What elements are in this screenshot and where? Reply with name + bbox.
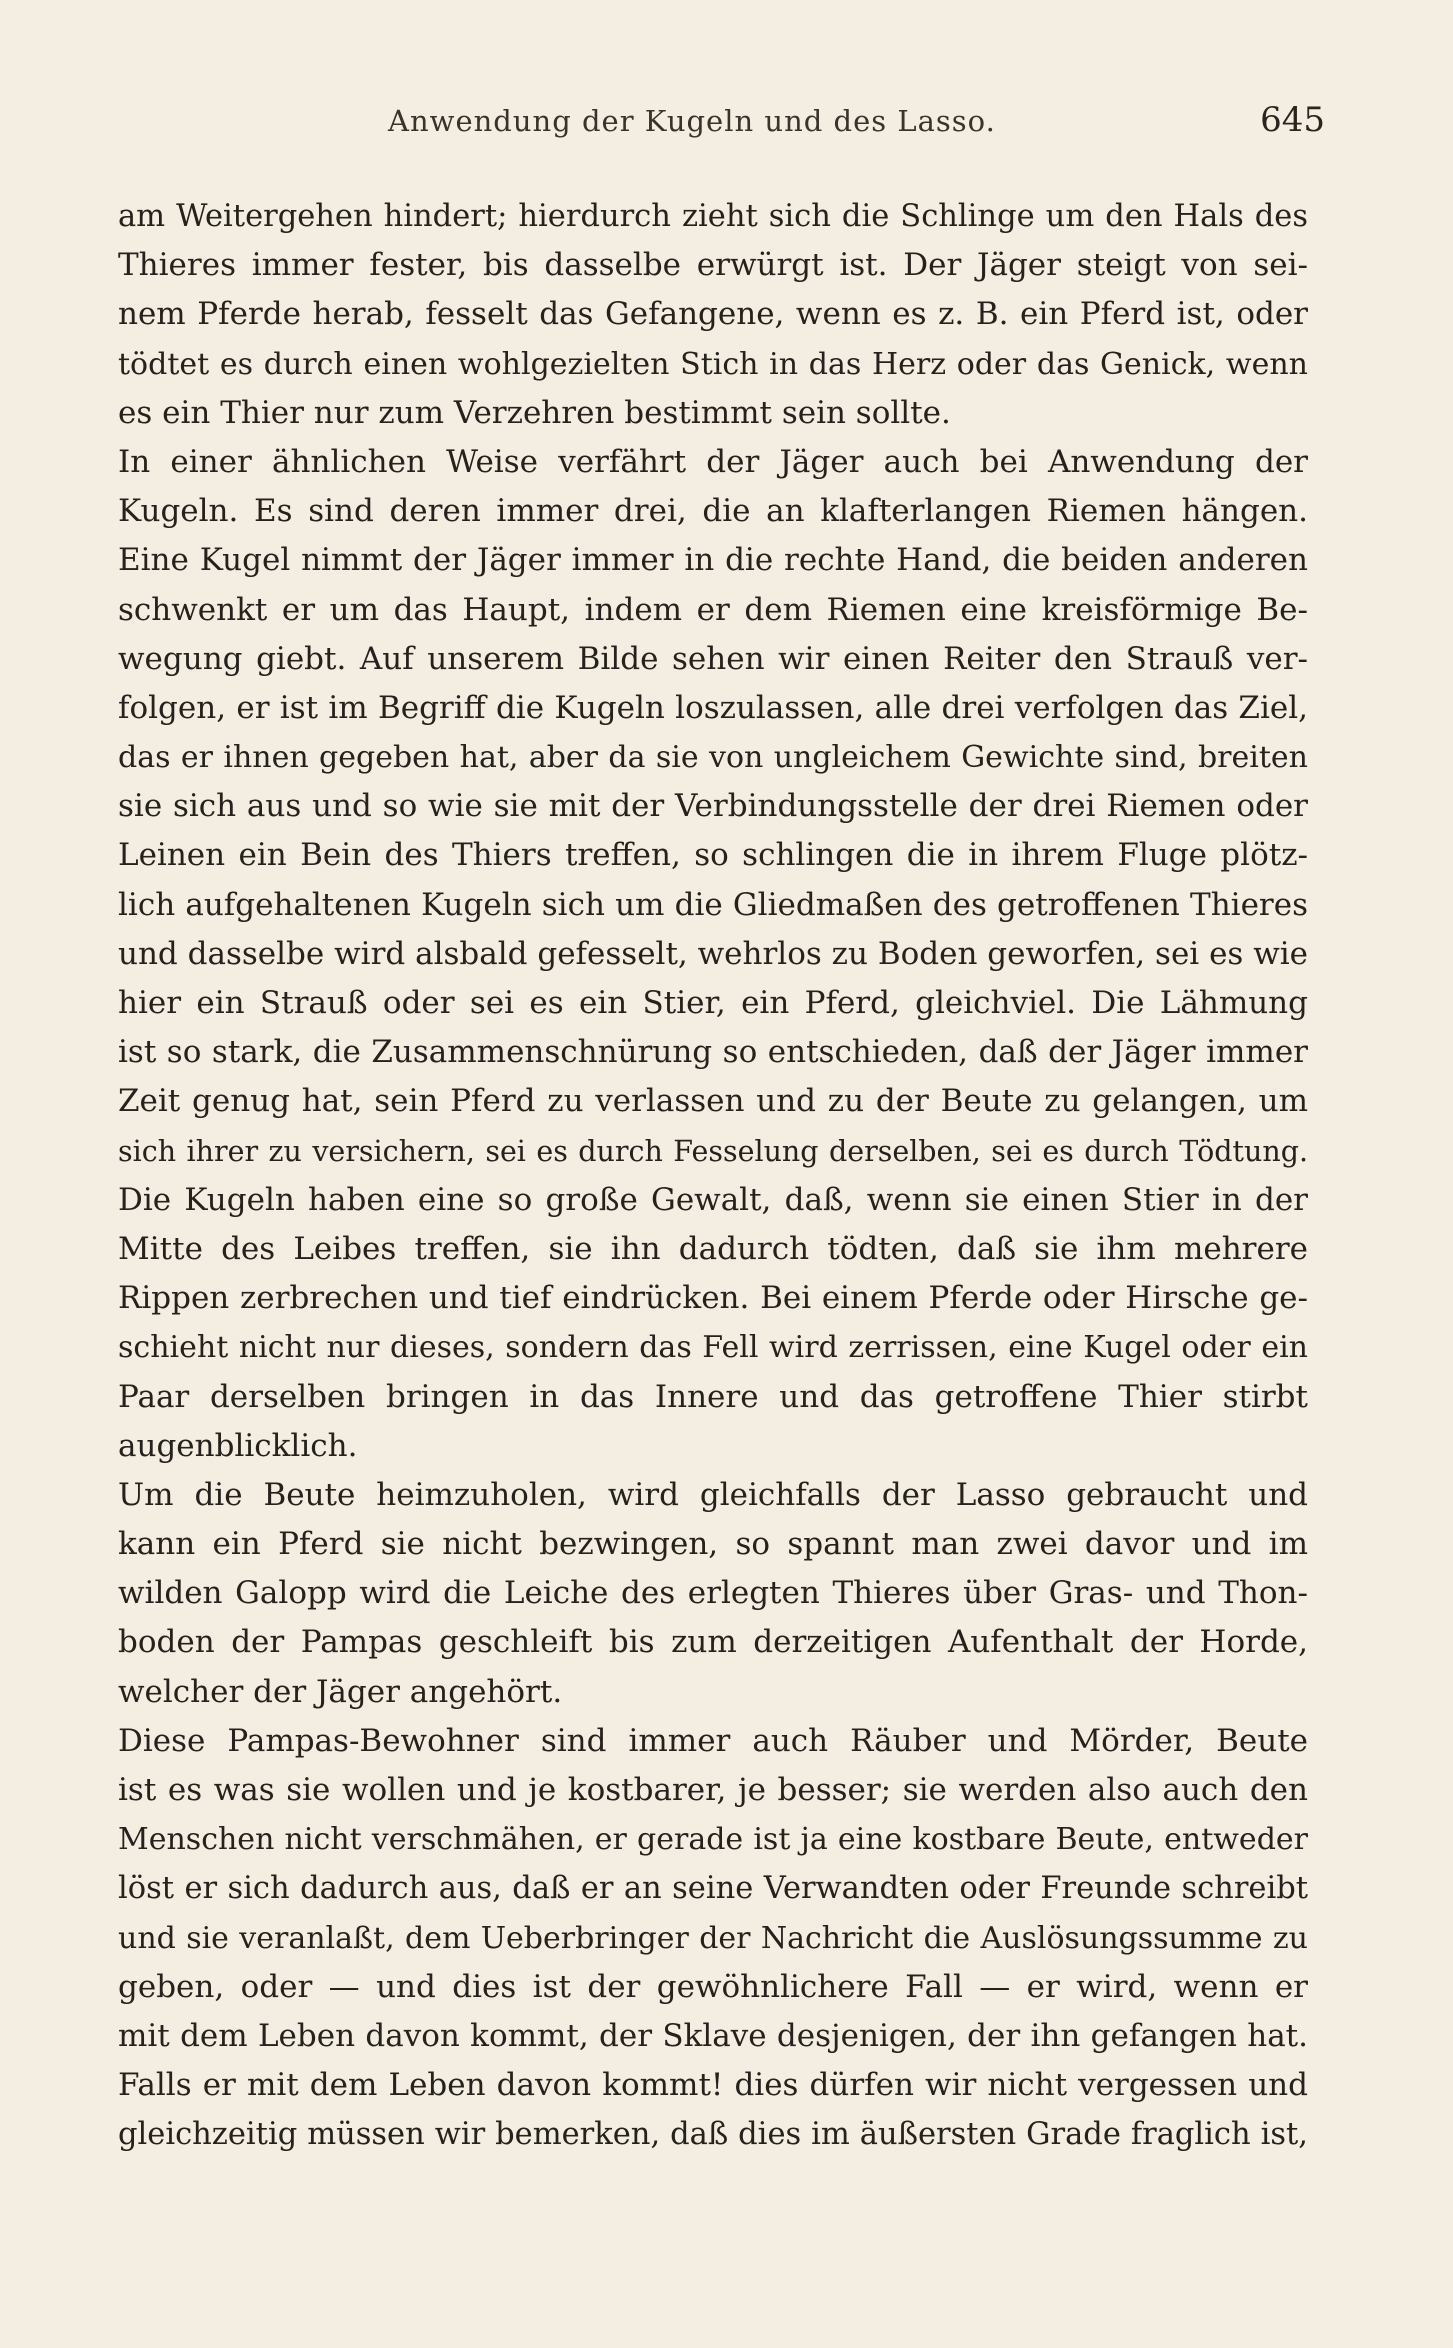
text-line: augenblicklich.	[118, 1427, 358, 1464]
text-line: Die Kugeln haben eine so große Gewalt, daß, wenn sie einen Stier in der	[118, 1181, 1308, 1218]
text-line: nem Pferde herab, fesselt das Gefangene, wenn es z. B. ein Pferd ist, oder	[118, 296, 1308, 333]
text-line: Falls er mit dem Leben davon kommt! dies dürfen wir nicht vergessen und	[118, 2067, 1308, 2104]
text-line: Rippen zerbrechen und tief eindrücken. Bei einem Pferde oder Hirsche ge-	[118, 1280, 1308, 1317]
text-body	[118, 192, 1308, 2160]
text-line: mit dem Leben davon kommt, der Sklave desjenigen, der ihn gefangen hat.	[118, 2017, 1308, 2054]
text-line: und sie veranlaßt, dem Ueberbringer der Nachricht die Auslösungssumme zu	[118, 1920, 1308, 1956]
text-line: folgen, er ist im Begriff die Kugeln loszulassen, alle drei verfolgen das Ziel,	[118, 689, 1308, 726]
text-line: das er ihnen gegeben hat, aber da sie von ungleichem Gewichte sind, breiten	[118, 740, 1308, 776]
text-line: und dasselbe wird alsbald gefesselt, wehrlos zu Boden geworfen, sei es wie	[118, 935, 1308, 972]
text-line: sie sich aus und so wie sie mit der Verbindungsstelle der drei Riemen oder	[118, 788, 1308, 825]
text-line: ist es was sie wollen und je kostbarer, je besser; sie werden also auch den	[118, 1772, 1308, 1808]
text-line: wilden Galopp wird die Leiche des erlegten Thieres über Gras- und Thon-	[118, 1575, 1308, 1612]
text-line: ist so stark, die Zusammenschnürung so entschieden, daß der Jäger immer	[118, 1034, 1308, 1071]
text-line: es ein Thier nur zum Verzehren bestimmt sein sollte.	[118, 394, 951, 431]
text-line: am Weitergehen hindert; hierdurch zieht sich die Schlinge um den Hals des	[118, 199, 1308, 234]
text-line: Kugeln. Es sind deren immer drei, die an klafterlangen Riemen hängen.	[118, 493, 1308, 530]
text-line: Mitte des Leibes treffen, sie ihn dadurch tödten, daß sie ihm mehrere	[118, 1230, 1308, 1267]
text-line: Paar derselben bringen in das Innere und das getroffene Thier stirbt	[118, 1378, 1308, 1415]
text-line: tödtet es durch einen wohlgezielten Stich in das Herz oder das Genick, wenn	[118, 346, 1308, 382]
text-line: Thieres immer fester, bis dasselbe erwürgt ist. Der Jäger steigt von sei-	[118, 247, 1308, 284]
text-line: kann ein Pferd sie nicht bezwingen, so spannt man zwei davor und im	[118, 1526, 1308, 1563]
running-title: Anwendung der Kugeln und des Lasso.	[388, 104, 996, 138]
text-line: Eine Kugel nimmt der Jäger immer in die rechte Hand, die beiden anderen	[118, 542, 1308, 579]
text-line: schieht nicht nur dieses, sondern das Fell wird zerrissen, eine Kugel oder ein	[118, 1330, 1308, 1366]
text-line: In einer ähnlichen Weise verfährt der Jäger auch bei Anwendung der	[118, 443, 1308, 480]
text-line: gleichzeitig müssen wir bemerken, daß dies im äußersten Grade fraglich ist,	[118, 2117, 1308, 2153]
text-line: wegung giebt. Auf unserem Bilde sehen wir einen Reiter den Strauß ver-	[118, 640, 1308, 677]
text-line: Zeit genug hat, sein Pferd zu verlassen und zu der Beute zu gelangen, um	[118, 1083, 1308, 1120]
page-number: 645	[1260, 100, 1325, 140]
text-line: welcher der Jäger angehört.	[118, 1673, 563, 1710]
text-line: löst er sich dadurch aus, daß er an seine Verwandten oder Freunde schreibt	[118, 1871, 1308, 1907]
text-line: hier ein Strauß oder sei es ein Stier, ein Pferd, gleichviel. Die Lähmung	[118, 985, 1308, 1021]
text-line: schwenkt er um das Haupt, indem er dem Riemen eine kreisförmige Be-	[118, 591, 1308, 628]
page-header	[118, 100, 1335, 152]
text-line: geben, oder — und dies ist der gewöhnlichere Fall — er wird, wenn er	[118, 1968, 1308, 2005]
text-line: boden der Pampas geschleift bis zum derzeitigen Aufenthalt der Horde,	[118, 1624, 1308, 1661]
text-line: Um die Beute heimzuholen, wird gleichfalls der Lasso gebraucht und	[118, 1476, 1308, 1513]
text-line: Leinen ein Bein des Thiers treffen, so schlingen die in ihrem Fluge plötz-	[118, 837, 1308, 874]
text-line: sich ihrer zu versichern, sei es durch Fesselung derselben, sei es durch Tödtung.	[118, 1134, 1308, 1168]
text-line: lich aufgehaltenen Kugeln sich um die Gliedmaßen des getroffenen Thieres	[118, 886, 1308, 923]
text-line: Menschen nicht verschmähen, er gerade ist ja eine kostbare Beute, entweder	[118, 1822, 1308, 1858]
text-line: Diese Pampas-Bewohner sind immer auch Räuber und Mörder, Beute	[118, 1722, 1308, 1759]
